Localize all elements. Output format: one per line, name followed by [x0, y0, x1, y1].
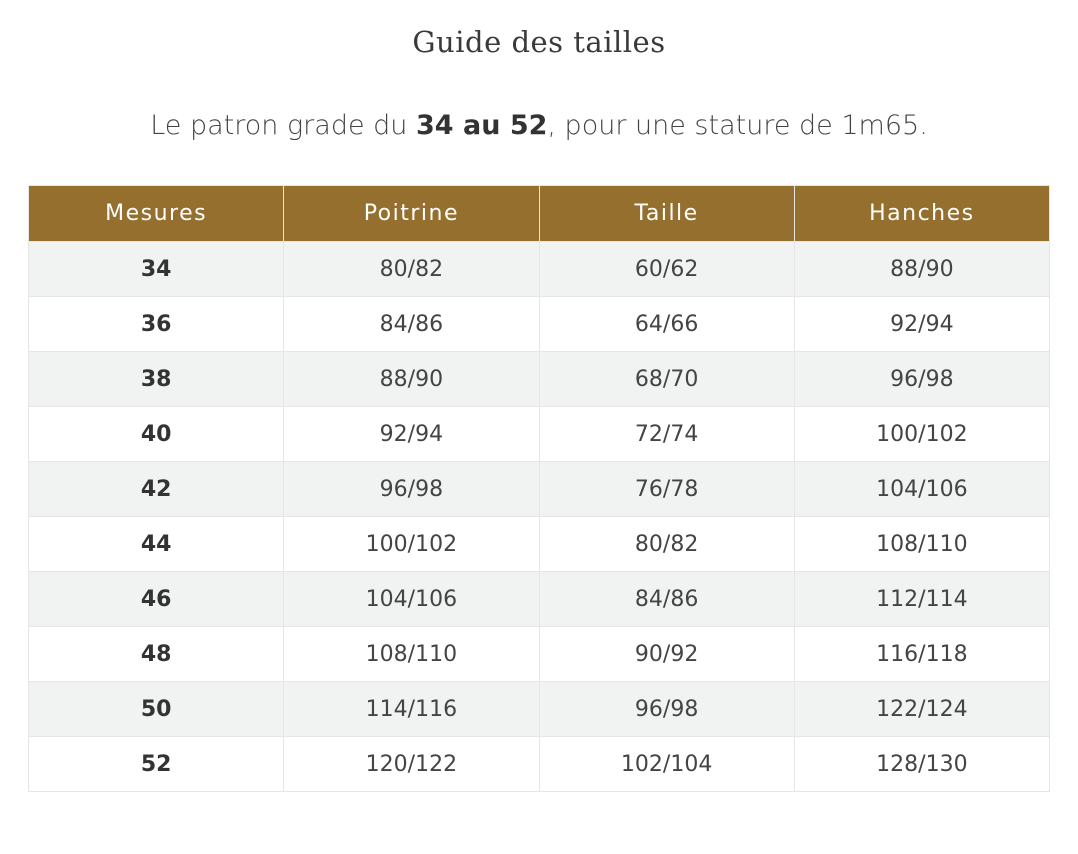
- taille-cell: 76/78: [539, 462, 794, 517]
- size-cell: 50: [29, 682, 284, 737]
- hanches-cell: 108/110: [794, 517, 1049, 572]
- size-table: [28, 185, 1050, 792]
- hanches-cell: 88/90: [794, 242, 1049, 297]
- taille-cell: 80/82: [539, 517, 794, 572]
- taille-cell: 68/70: [539, 352, 794, 407]
- table-row: [29, 462, 1050, 517]
- size-cell: 38: [29, 352, 284, 407]
- poitrine-cell: 88/90: [284, 352, 539, 407]
- poitrine-cell: 114/116: [284, 682, 539, 737]
- taille-cell: 60/62: [539, 242, 794, 297]
- table-row: [29, 517, 1050, 572]
- table-row: [29, 682, 1050, 737]
- header-row: [29, 186, 1050, 242]
- taille-cell: 90/92: [539, 627, 794, 682]
- table-row: [29, 737, 1050, 792]
- hanches-cell: 116/118: [794, 627, 1049, 682]
- poitrine-cell: 104/106: [284, 572, 539, 627]
- taille-cell: 72/74: [539, 407, 794, 462]
- hanches-cell: 100/102: [794, 407, 1049, 462]
- size-cell: 46: [29, 572, 284, 627]
- table-row: [29, 297, 1050, 352]
- column-header-mesures: Mesures: [29, 186, 284, 242]
- hanches-cell: 128/130: [794, 737, 1049, 792]
- table-row: [29, 242, 1050, 297]
- intro-text: [0, 106, 1078, 146]
- table-row: [29, 627, 1050, 682]
- column-header-hanches: Hanches: [794, 186, 1049, 242]
- hanches-cell: 112/114: [794, 572, 1049, 627]
- size-cell: 36: [29, 297, 284, 352]
- column-header-taille: Taille: [539, 186, 794, 242]
- size-cell: 42: [29, 462, 284, 517]
- column-header-poitrine: Poitrine: [284, 186, 539, 242]
- poitrine-cell: 120/122: [284, 737, 539, 792]
- table-row: [29, 407, 1050, 462]
- taille-cell: 84/86: [539, 572, 794, 627]
- table-row: [29, 572, 1050, 627]
- size-table-header: [29, 186, 1050, 242]
- poitrine-cell: 80/82: [284, 242, 539, 297]
- intro-prefix: Le patron grade du: [150, 110, 416, 141]
- page-title: Guide des tailles: [412, 25, 666, 59]
- hanches-cell: 96/98: [794, 352, 1049, 407]
- size-cell: 52: [29, 737, 284, 792]
- hanches-cell: 104/106: [794, 462, 1049, 517]
- size-cell: 34: [29, 242, 284, 297]
- poitrine-cell: 84/86: [284, 297, 539, 352]
- size-cell: 40: [29, 407, 284, 462]
- size-table-body: [29, 242, 1050, 792]
- taille-cell: 102/104: [539, 737, 794, 792]
- hanches-cell: 92/94: [794, 297, 1049, 352]
- taille-cell: 96/98: [539, 682, 794, 737]
- table-row: [29, 352, 1050, 407]
- size-cell: 48: [29, 627, 284, 682]
- size-cell: 44: [29, 517, 284, 572]
- poitrine-cell: 96/98: [284, 462, 539, 517]
- poitrine-cell: 100/102: [284, 517, 539, 572]
- poitrine-cell: 108/110: [284, 627, 539, 682]
- intro-size-range: 34 au 52: [416, 110, 548, 141]
- hanches-cell: 122/124: [794, 682, 1049, 737]
- poitrine-cell: 92/94: [284, 407, 539, 462]
- intro-suffix: , pour une stature de 1m65.: [547, 110, 928, 141]
- taille-cell: 64/66: [539, 297, 794, 352]
